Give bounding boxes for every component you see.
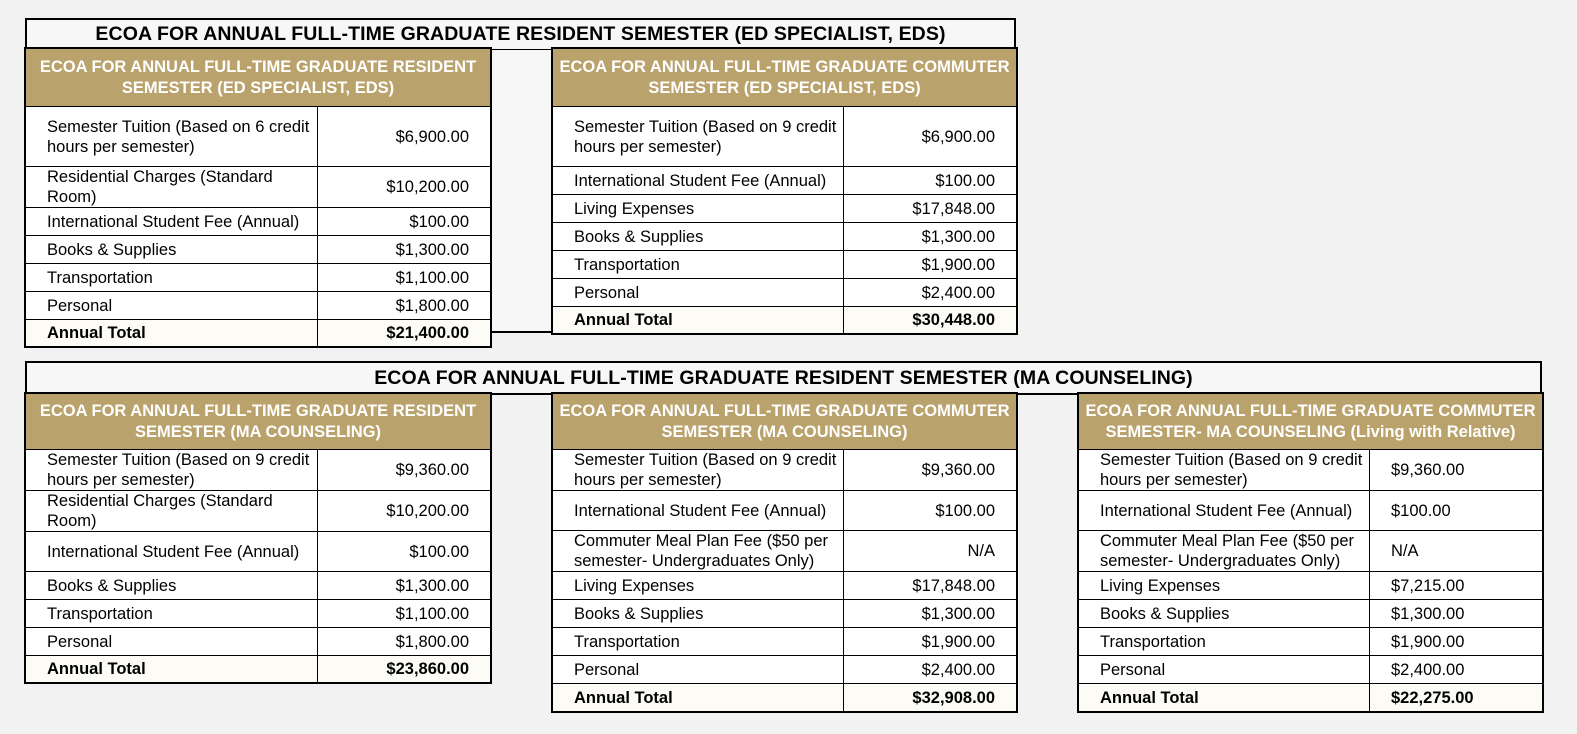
total-value: $22,275.00 — [1370, 684, 1543, 712]
table-row — [553, 628, 1017, 656]
row-label: Residential Charges (Standard Room) — [26, 491, 318, 532]
row-label: Personal — [1079, 656, 1370, 684]
row-value: $1,100.00 — [318, 600, 491, 628]
table-row — [553, 600, 1017, 628]
row-label: Personal — [553, 656, 844, 684]
row-value: $100.00 — [318, 208, 491, 236]
total-label: Annual Total — [553, 307, 844, 334]
row-value: $10,200.00 — [318, 167, 491, 208]
table-resident-ma — [25, 393, 491, 683]
row-value: $1,300.00 — [1370, 600, 1543, 628]
row-label: Books & Supplies — [553, 223, 844, 251]
table-row — [26, 107, 491, 167]
row-value: $17,848.00 — [844, 572, 1017, 600]
row-label: Books & Supplies — [1079, 600, 1370, 628]
table-row — [26, 491, 491, 532]
row-value: $1,800.00 — [318, 628, 491, 656]
table-row — [1079, 600, 1543, 628]
table-row — [553, 223, 1017, 251]
row-value: $100.00 — [844, 167, 1017, 195]
total-value: $30,448.00 — [844, 307, 1017, 334]
table-row — [26, 264, 491, 292]
table-row — [553, 572, 1017, 600]
section-title: ECOA FOR ANNUAL FULL-TIME GRADUATE RESIDENT SEMESTER (MA COUNSELING) — [374, 366, 1193, 389]
row-value: $1,300.00 — [844, 223, 1017, 251]
table-row — [553, 195, 1017, 223]
row-label: Transportation — [26, 264, 318, 292]
row-label: Residential Charges (Standard Room) — [26, 167, 318, 208]
total-row — [553, 684, 1017, 712]
row-value: $2,400.00 — [844, 279, 1017, 307]
row-label: Semester Tuition (Based on 9 credit hours per semester) — [553, 450, 844, 491]
total-label: Annual Total — [26, 320, 318, 347]
table-row — [26, 600, 491, 628]
row-value: $6,900.00 — [844, 107, 1017, 167]
row-label: Living Expenses — [553, 572, 844, 600]
row-value: $2,400.00 — [1370, 656, 1543, 684]
table-row — [553, 491, 1017, 531]
row-label: Personal — [553, 279, 844, 307]
row-label: Books & Supplies — [26, 236, 318, 264]
table-row — [26, 628, 491, 656]
table-row — [553, 167, 1017, 195]
table-header-row — [553, 49, 1017, 107]
row-label: International Student Fee (Annual) — [26, 532, 318, 572]
table-row — [26, 167, 491, 208]
row-label: Semester Tuition (Based on 9 credit hours per semester) — [553, 107, 844, 167]
table-header-row — [26, 394, 491, 450]
total-label: Annual Total — [1079, 684, 1370, 712]
table-row — [553, 107, 1017, 167]
row-label: International Student Fee (Annual) — [26, 208, 318, 236]
row-label: Transportation — [553, 251, 844, 279]
table-row — [1079, 572, 1543, 600]
row-label: Transportation — [553, 628, 844, 656]
table-row — [26, 450, 491, 491]
row-value: $100.00 — [844, 491, 1017, 531]
row-value: $1,900.00 — [844, 251, 1017, 279]
table-header-row — [26, 49, 491, 107]
row-label: Personal — [26, 628, 318, 656]
table-row — [553, 279, 1017, 307]
total-row — [26, 320, 491, 347]
total-row — [553, 307, 1017, 334]
section-ma-counseling — [25, 361, 1542, 395]
total-label: Annual Total — [553, 684, 844, 712]
row-value: $1,800.00 — [318, 292, 491, 320]
row-value: $7,215.00 — [1370, 572, 1543, 600]
table-header: ECOA FOR ANNUAL FULL-TIME GRADUATE COMMUTER SEMESTER (MA COUNSELING) — [553, 394, 1017, 450]
row-value: N/A — [1370, 531, 1543, 572]
row-value: $17,848.00 — [844, 195, 1017, 223]
total-value: $21,400.00 — [318, 320, 491, 347]
table-header-row — [553, 394, 1017, 450]
table-row — [1079, 656, 1543, 684]
section-title: ECOA FOR ANNUAL FULL-TIME GRADUATE RESIDENT SEMESTER (ED SPECIALIST, EDS) — [27, 20, 1014, 50]
row-value: $1,900.00 — [1370, 628, 1543, 656]
table-commuter-ma-relative — [1078, 393, 1543, 712]
table-commuter-eds — [552, 48, 1017, 334]
table-header: ECOA FOR ANNUAL FULL-TIME GRADUATE COMMUTER SEMESTER (ED SPECIALIST, EDS) — [553, 49, 1017, 107]
row-label: Transportation — [1079, 628, 1370, 656]
row-label: International Student Fee (Annual) — [553, 167, 844, 195]
row-value: $1,900.00 — [844, 628, 1017, 656]
row-label: Semester Tuition (Based on 9 credit hours per semester) — [1079, 450, 1370, 491]
row-value: $1,100.00 — [318, 264, 491, 292]
row-value: $2,400.00 — [844, 656, 1017, 684]
row-label: Living Expenses — [1079, 572, 1370, 600]
row-value: $1,300.00 — [318, 572, 491, 600]
total-label: Annual Total — [26, 656, 318, 683]
table-row — [26, 532, 491, 572]
row-label: Transportation — [26, 600, 318, 628]
row-label: Books & Supplies — [553, 600, 844, 628]
table-header: ECOA FOR ANNUAL FULL-TIME GRADUATE RESIDENT SEMESTER (ED SPECIALIST, EDS) — [26, 49, 491, 107]
row-value: N/A — [844, 531, 1017, 572]
row-label: Living Expenses — [553, 195, 844, 223]
table-row — [26, 572, 491, 600]
row-label: International Student Fee (Annual) — [553, 491, 844, 531]
row-label: Personal — [26, 292, 318, 320]
table-resident-eds — [25, 48, 491, 347]
row-label: Books & Supplies — [26, 572, 318, 600]
row-label: International Student Fee (Annual) — [1079, 491, 1370, 531]
table-row — [553, 531, 1017, 572]
row-value: $9,360.00 — [1370, 450, 1543, 491]
row-label: Commuter Meal Plan Fee ($50 per semester- Undergraduates Only) — [1079, 531, 1370, 572]
table-header: ECOA FOR ANNUAL FULL-TIME GRADUATE RESIDENT SEMESTER (MA COUNSELING) — [26, 394, 491, 450]
table-row — [1079, 450, 1543, 491]
row-value: $1,300.00 — [844, 600, 1017, 628]
row-value: $9,360.00 — [844, 450, 1017, 491]
table-row — [26, 208, 491, 236]
table-row — [1079, 628, 1543, 656]
table-row — [553, 656, 1017, 684]
table-header: ECOA FOR ANNUAL FULL-TIME GRADUATE COMMUTER SEMESTER- MA COUNSELING (Living with Relative) — [1079, 394, 1543, 450]
table-header-row — [1079, 394, 1543, 450]
row-value: $6,900.00 — [318, 107, 491, 167]
table-row — [1079, 531, 1543, 572]
total-row — [26, 656, 491, 683]
row-label: Commuter Meal Plan Fee ($50 per semester- Undergraduates Only) — [553, 531, 844, 572]
row-value: $10,200.00 — [318, 491, 491, 532]
row-value: $100.00 — [318, 532, 491, 572]
table-row — [553, 251, 1017, 279]
table-row — [553, 450, 1017, 491]
total-value: $23,860.00 — [318, 656, 491, 683]
table-row — [26, 292, 491, 320]
row-value: $1,300.00 — [318, 236, 491, 264]
row-label: Semester Tuition (Based on 6 credit hours per semester) — [26, 107, 318, 167]
row-value: $9,360.00 — [318, 450, 491, 491]
row-label: Semester Tuition (Based on 9 credit hours per semester) — [26, 450, 318, 491]
row-value: $100.00 — [1370, 491, 1543, 531]
table-row — [1079, 491, 1543, 531]
total-row — [1079, 684, 1543, 712]
table-row — [26, 236, 491, 264]
total-value: $32,908.00 — [844, 684, 1017, 712]
table-commuter-ma — [552, 393, 1017, 712]
